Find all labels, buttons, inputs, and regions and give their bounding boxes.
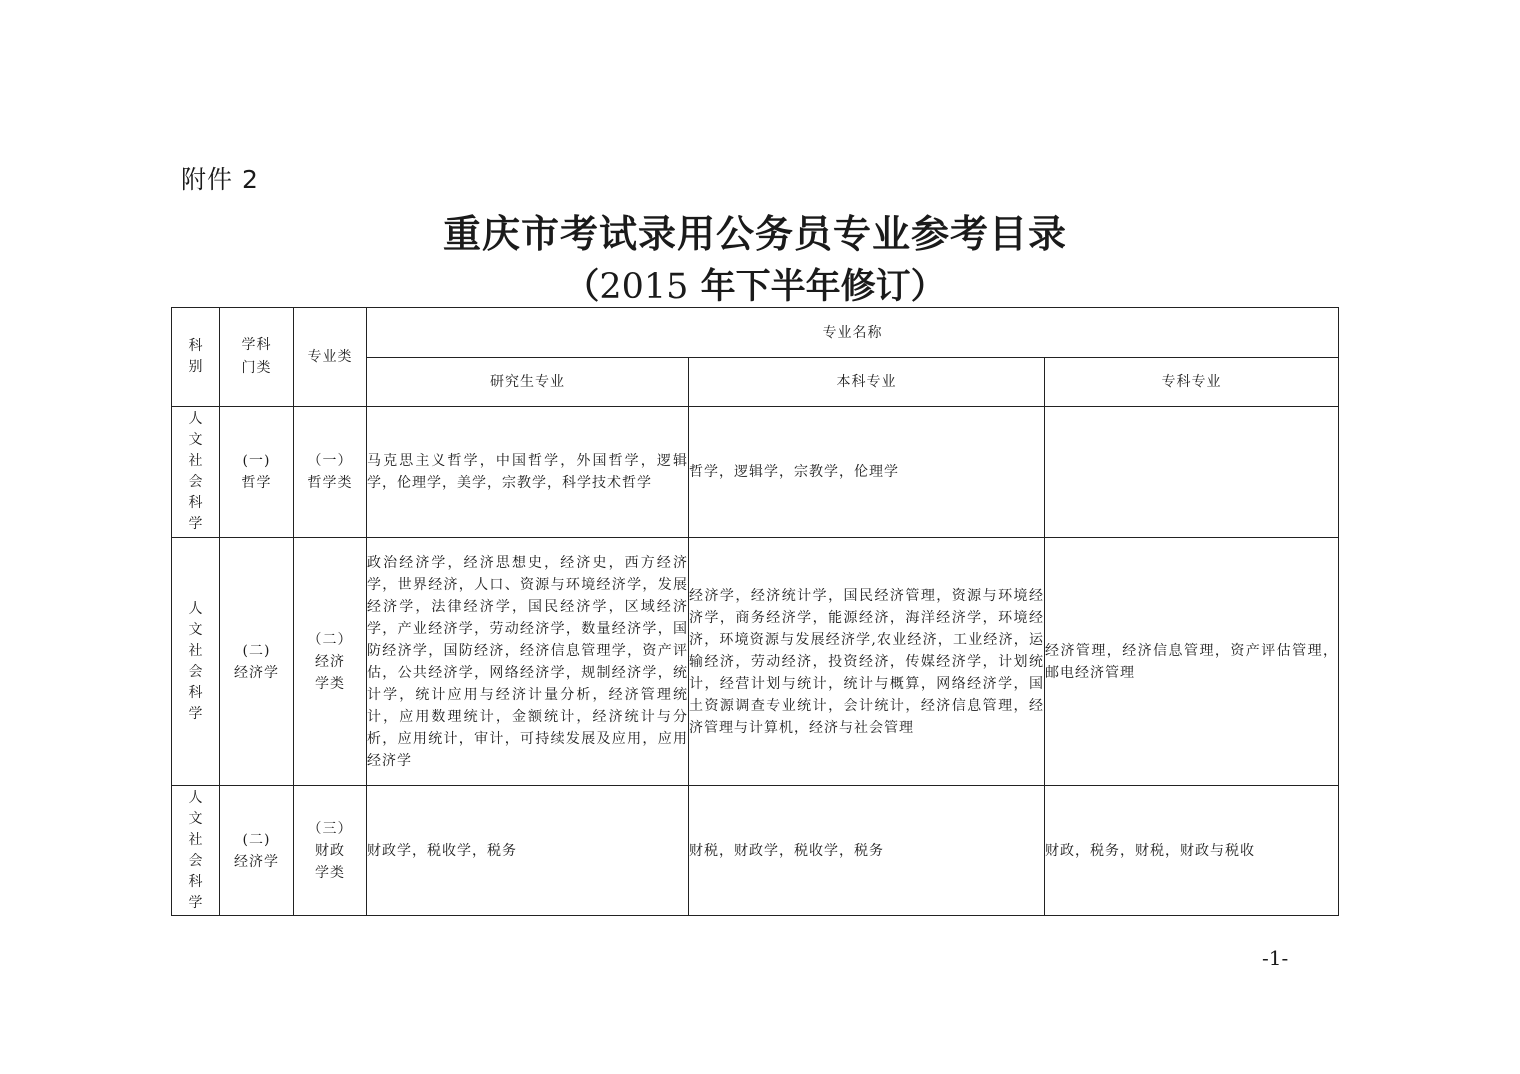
undergraduate-majors: 哲学，逻辑学，宗教学，伦理学	[689, 407, 1045, 538]
header-discipline: 学科门类	[220, 308, 294, 407]
header-junior-college: 专科专业	[1045, 358, 1339, 407]
row-category: 人文社会科学	[172, 407, 220, 538]
row-discipline	[220, 538, 294, 786]
discipline-number: (一)	[242, 453, 271, 469]
header-major-class: 专业类	[294, 308, 367, 407]
major-class-name: 经济学类	[315, 653, 345, 692]
discipline-name: 经济学	[234, 664, 279, 681]
junior-college-majors: 财政，税务，财税，财政与税收	[1045, 786, 1339, 916]
row-discipline	[220, 786, 294, 916]
header-major-name: 专业名称	[367, 308, 1339, 358]
row-major-class	[294, 786, 367, 916]
attachment-label: 附件 2	[181, 165, 259, 194]
page-number: -1-	[1262, 946, 1289, 970]
row-major-class	[294, 538, 367, 786]
subtitle-open-paren: （	[564, 266, 600, 307]
undergraduate-majors: 财税，财政学，税收学，税务	[689, 786, 1045, 916]
junior-college-majors	[1045, 407, 1339, 538]
major-class-name: 哲学类	[307, 475, 353, 491]
discipline-name: 经济学	[234, 853, 279, 870]
header-graduate: 研究生专业	[367, 358, 689, 407]
subtitle-close-paren: ）	[910, 266, 946, 307]
header-undergraduate: 本科专业	[689, 358, 1045, 407]
row-major-class	[294, 407, 367, 538]
discipline-number: (二)	[242, 831, 271, 848]
discipline-name: 哲学	[241, 475, 272, 491]
undergraduate-majors: 经济学，经济统计学，国民经济管理，资源与环境经济学，商务经济学，能源经济，海洋经济学，环境经济，环境资源与发展经济学,农业经济，工业经济，运输经济，劳动经济，投资经济，传媒经济学，计划统计，经营计划与统计，统计与概算，网络经济学，国土资源调查专业统计，会计统计，经济信息管理，经济管理与计算机，经济与社会管理	[689, 538, 1045, 786]
document-title: 重庆市考试录用公务员专业参考目录	[442, 211, 1067, 256]
header-category: 科别	[172, 308, 220, 407]
discipline-number: (二)	[242, 642, 271, 659]
graduate-majors: 政治经济学，经济思想史，经济史，西方经济学，世界经济，人口、资源与环境经济学，发展经济学，法律经济学，国民经济学，区域经济学，产业经济学，劳动经济学，数量经济学，国防经济学，国防经济，经济信息管理学，资产评估，公共经济学，网络经济学，规制经济学，统计学，统计应用与经济计量分析，经济管理统计，应用数理统计，金额统计，经济统计与分析，应用统计，审计，可持续发展及应用，应用经济学	[367, 538, 689, 786]
major-class-number: （三）	[307, 820, 353, 837]
major-class-number: （一）	[307, 453, 353, 469]
header-row-top	[172, 308, 1339, 358]
subtitle-text: 年下半年修订	[688, 266, 911, 307]
document-subtitle	[0, 259, 1510, 309]
junior-college-majors: 经济管理，经济信息管理，资产评估管理，邮电经济管理	[1045, 538, 1339, 786]
graduate-majors: 马克思主义哲学，中国哲学，外国哲学，逻辑学，伦理学，美学，宗教学，科学技术哲学	[367, 407, 689, 538]
graduate-majors: 财政学，税收学，税务	[367, 786, 689, 916]
row-discipline	[220, 407, 294, 538]
major-class-name: 财政学类	[315, 842, 345, 881]
table-row	[172, 538, 1339, 786]
table-row	[172, 786, 1339, 916]
major-class-number: （二）	[307, 631, 353, 648]
table-row	[172, 407, 1339, 538]
row-category: 人文社会科学	[172, 538, 220, 786]
major-catalog-table	[171, 307, 1339, 916]
row-category: 人文社会科学	[172, 786, 220, 916]
subtitle-year: 2015	[599, 267, 689, 307]
